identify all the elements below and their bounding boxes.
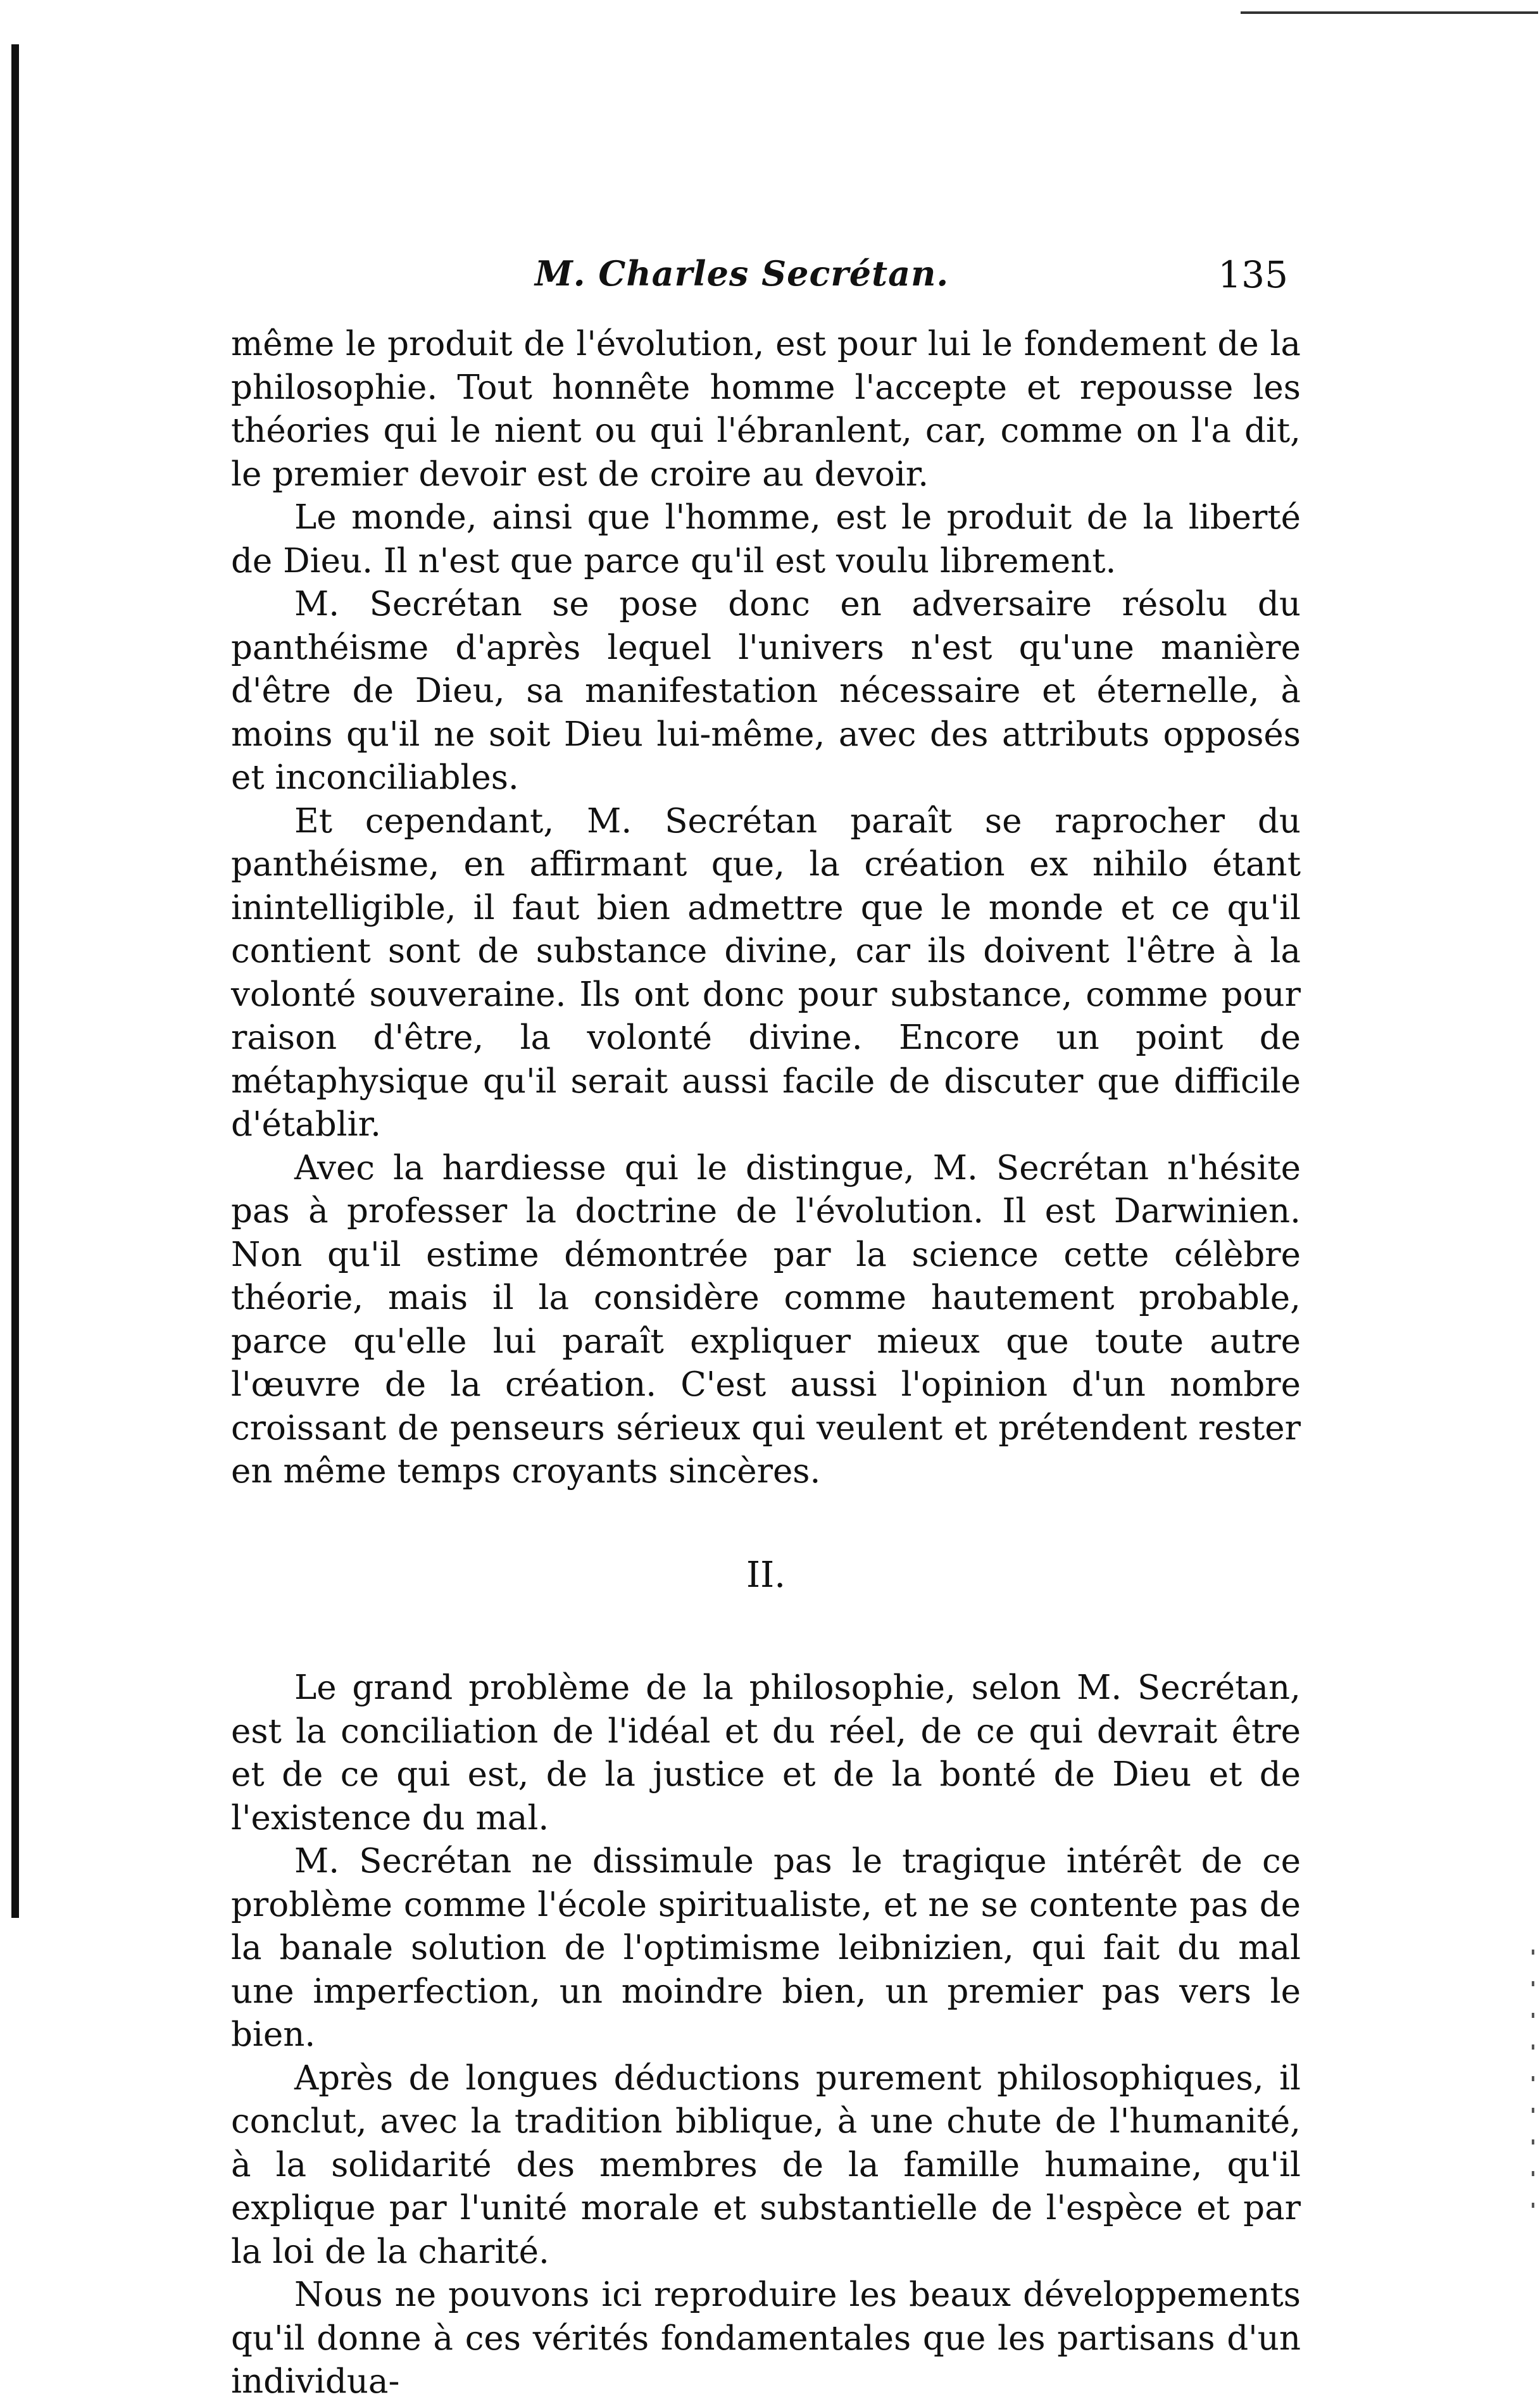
paragraph-8: Après de longues déductions purement philosophiques, il conclut, avec la tradition biblique, à une chute de l'humanité, à la solidarité des membres de la famille humaine, qu'il explique par l'unité morale et substantielle de l'espèce et par la loi de la charité. [231,2058,1301,2271]
scan-mark [1532,1950,1534,1955]
scan-mark [1532,2013,1534,2018]
scan-mark [1532,2044,1534,2050]
scan-mark [1532,1981,1534,1986]
paragraph-7: M. Secrétan ne dissimule pas le tragique intérêt de ce problème comme l'école spiritualiste, et ne se contente pas de la banale solution de l'optimisme leibnizien, qui fait du mal une imperfection, un moindre bien, un premier pas vers le bien. [231,1842,1301,2054]
running-title: M. Charles Secrétan. [535,253,949,294]
paragraph-9: Nous ne pouvons ici reproduire les beaux développements qu'il donne à ces vérités fondamentales que les partisans d'un individua- [231,2276,1301,2401]
scan-border-top [1241,11,1538,14]
scan-border-left [11,44,19,1918]
body-text [231,323,1301,2404]
paragraph-4: Et cependant, M. Secrétan paraît se raprocher du panthéisme, en affirmant que, la création ex nihilo étant inintelligible, il faut bien admettre que le monde et ce qu'il contient sont de substance divine, car ils doivent l'être à la volonté souveraine. Ils ont donc pour substance, comme pour raison d'être, la volonté divine. Encore un point de métaphysique qu'il serait aussi facile de discuter que difficile d'établir. [231,801,1301,1144]
running-header [231,253,1301,310]
section-heading: II. [746,1554,786,1596]
scan-mark [1532,2108,1534,2113]
scan-mark [1532,2171,1534,2176]
scan-mark [1532,2139,1534,2144]
paragraph-5: Avec la hardiesse qui le distingue, M. Secrétan n'hésite pas à professer la doctrine de l'évolution. Il est Darwinien. Non qu'il estime démontrée par la science cette célèbre théorie, mais il la considère comme hautement probable, parce qu'elle lui paraît expliquer mieux que toute autre l'œuvre de la création. C'est aussi l'opinion d'un nombre croissant de penseurs sérieux qui veulent et prétendent rester en même temps croyants sincères. [231,1148,1301,1491]
paragraph-6: Le grand problème de la philosophie, selon M. Secrétan, est la conciliation de l'idéal et du réel, de ce qui devrait être et de ce qui est, de la justice et de la bonté de Dieu et de l'existence du mal. [231,1668,1301,1837]
paragraph-3: M. Secrétan se pose donc en adversaire résolu du panthéisme d'après lequel l'univers n'est qu'une manière d'être de Dieu, sa manifestation nécessaire et éternelle, à moins qu'il ne soit Dieu lui-même, avec des attributs opposés et inconciliables. [231,585,1301,797]
paragraph-1: même le produit de l'évolution, est pour lui le fondement de la philosophie. Tout honnête homme l'accepte et repousse les théories qui le nient ou qui l'ébranlent, car, comme on l'a dit, le premier devoir est de croire au devoir. [231,325,1301,494]
book-page [231,253,1301,2404]
scan-mark [1532,2203,1534,2208]
scan-mark [1532,2076,1534,2081]
paragraph-2: Le monde, ainsi que l'homme, est le produit de la liberté de Dieu. Il n'est que parce qu'il est voulu librement. [231,498,1301,580]
page-number: 135 [1218,253,1288,296]
